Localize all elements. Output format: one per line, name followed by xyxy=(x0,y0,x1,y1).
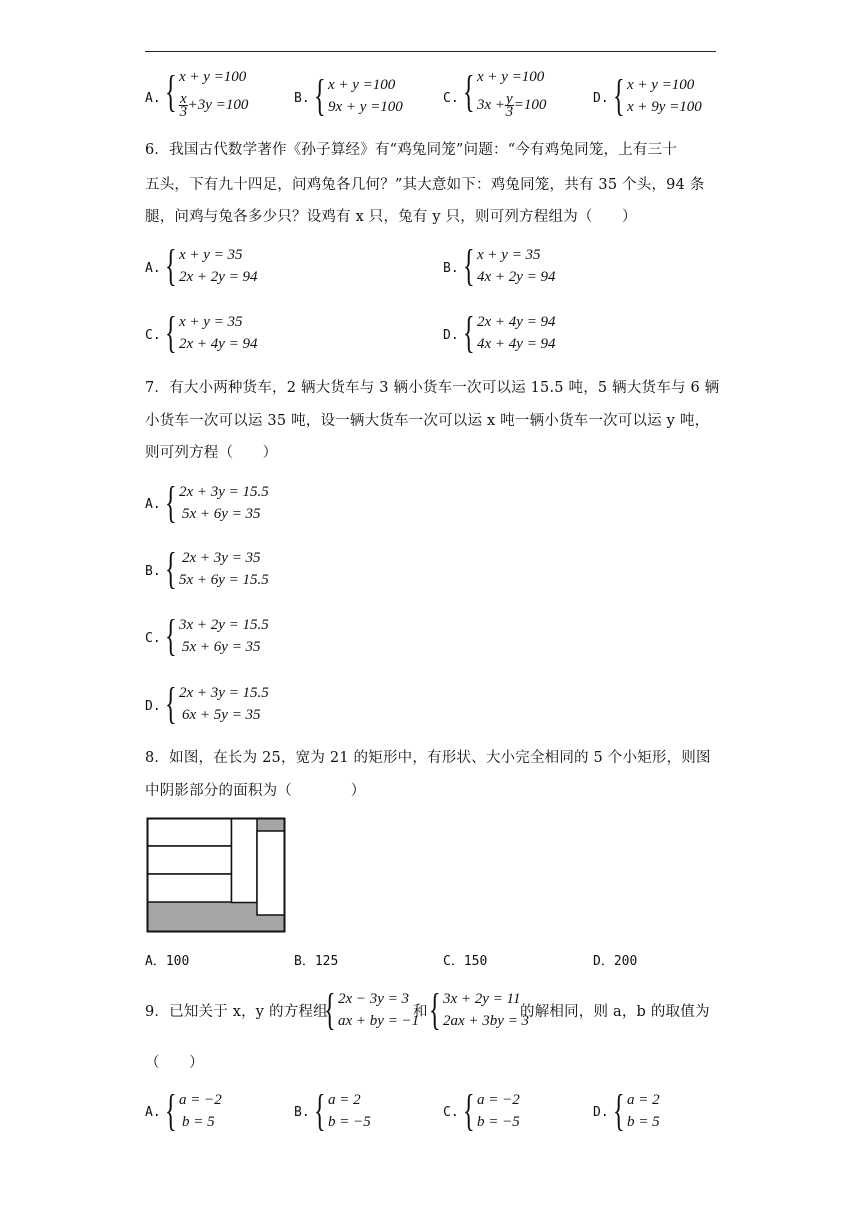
equation: x + y =100 xyxy=(627,77,695,93)
brace-icon: { xyxy=(165,241,177,290)
equation: b = 5 xyxy=(627,1114,660,1130)
equation: 3x + 2y = 11 xyxy=(443,991,521,1007)
q7-option-a-label[interactable]: A. xyxy=(145,497,161,512)
equation: x + y = 35 xyxy=(477,247,541,263)
q6-text-line-2: 五头，下有九十四足，问鸡兔各几何？”其大意如下：鸡兔同笼，共有 35 个头，94 条 xyxy=(145,177,705,193)
q5-option-a-system xyxy=(165,66,248,118)
equation: 5x + 6y = 35 xyxy=(182,506,261,522)
q6-option-d-label[interactable]: D. xyxy=(443,328,459,343)
equation: 3x + 2y = 15.5 xyxy=(179,617,269,633)
equation: 2x + 3y = 15.5 xyxy=(179,685,269,701)
q8-option-c[interactable]: C．150 xyxy=(443,954,488,969)
equation: 4x + 4y = 94 xyxy=(477,336,556,352)
equation: 6x + 5y = 35 xyxy=(182,707,261,723)
q7-option-c-system xyxy=(165,611,269,660)
brace-icon: { xyxy=(165,679,177,728)
q7-option-c-label[interactable]: C. xyxy=(145,631,161,646)
q7-option-b-label[interactable]: B. xyxy=(145,564,161,579)
brace-icon: { xyxy=(429,985,441,1034)
equation: 9x + y =100 xyxy=(328,99,403,115)
equation: 5x + 6y = 35 xyxy=(182,639,261,655)
q9-option-a-system xyxy=(165,1086,222,1135)
equation: 2ax + 3by = 3 xyxy=(443,1013,530,1029)
q7-text-line-1: 7．有大小两种货车，2 辆大货车与 3 辆小货车一次可以运 15.5 吨，5 辆大货车与 6 辆 xyxy=(145,380,720,396)
equation: 2x + 4y = 94 xyxy=(179,336,258,352)
fraction xyxy=(505,93,514,118)
q5-option-d-system xyxy=(613,71,702,120)
equation-part: 3x + xyxy=(477,96,506,113)
q8-text-line-2: 中阴影部分的面积为（ ） xyxy=(145,783,366,799)
small-rectangle xyxy=(257,831,285,915)
q9-option-c-label[interactable]: C. xyxy=(443,1105,459,1120)
q7-text-line-2: 小货车一次可以运 35 吨，设一辆大货车一次可以运 x 吨一辆小货车一次可以运 y 吨， xyxy=(145,413,710,429)
equation: x + 9y =100 xyxy=(627,99,702,115)
q8-text-line-1: 8．如图，在长为 25，宽为 21 的矩形中，有形状、大小完全相同的 5 个小矩形，则图 xyxy=(145,750,711,766)
shaded-region-top xyxy=(257,819,285,831)
q7-option-d-label[interactable]: D. xyxy=(145,699,161,714)
equation: 5x + 6y = 15.5 xyxy=(179,572,269,588)
fraction xyxy=(179,93,188,118)
equation: x + y = 35 xyxy=(179,314,243,330)
equation xyxy=(477,93,546,118)
q5-option-c-system xyxy=(463,66,546,118)
equation: x + y =100 xyxy=(477,69,545,85)
q6-option-c-label[interactable]: C. xyxy=(145,328,161,343)
q7-option-d-system xyxy=(165,679,269,728)
q8-option-a[interactable]: A．100 xyxy=(145,954,190,969)
equation: 2x + 3y = 35 xyxy=(182,550,261,566)
q9-option-b-system xyxy=(314,1086,371,1135)
q9-text-suffix: 的解相同，则 a，b 的取值为 xyxy=(520,1004,710,1020)
equation: 2x − 3y = 3 xyxy=(338,991,410,1007)
equation: a = 2 xyxy=(627,1092,660,1108)
brace-icon: { xyxy=(165,611,177,660)
q6-option-b-system xyxy=(463,241,556,290)
q5-option-d-label[interactable]: D. xyxy=(593,91,609,106)
q6-option-b-label[interactable]: B. xyxy=(443,261,459,276)
equation xyxy=(179,93,248,118)
small-rectangle xyxy=(148,846,232,874)
equation: ax + by = −1 xyxy=(338,1013,420,1029)
q9-text-middle: 和 xyxy=(413,1004,428,1020)
q9-text-line-2: （ ） xyxy=(145,1055,204,1071)
denominator: 3 xyxy=(179,104,188,120)
rectangle-figure xyxy=(146,817,286,933)
q6-option-a-label[interactable]: A. xyxy=(145,261,161,276)
brace-icon: { xyxy=(613,1086,625,1135)
q5-option-b-label[interactable]: B. xyxy=(294,91,310,106)
q6-option-d-system xyxy=(463,308,556,357)
brace-icon: { xyxy=(165,1086,177,1135)
numerator: x xyxy=(180,91,187,107)
equation: x + y = 35 xyxy=(179,247,243,263)
equation: b = −5 xyxy=(477,1114,520,1130)
equation: x + y =100 xyxy=(328,77,396,93)
q5-option-a-label[interactable]: A. xyxy=(145,91,161,106)
brace-icon: { xyxy=(165,544,177,593)
q8-option-d[interactable]: D．200 xyxy=(593,954,638,969)
q5-option-b-system xyxy=(314,71,403,120)
small-rectangle xyxy=(148,874,232,902)
equation: 2x + 4y = 94 xyxy=(477,314,556,330)
equation-rest: =100 xyxy=(513,96,547,113)
small-rectangle xyxy=(148,819,232,847)
q9-option-d-label[interactable]: D. xyxy=(593,1105,609,1120)
q7-text-line-3: 则可列方程（ ） xyxy=(145,445,278,461)
brace-icon: { xyxy=(613,71,625,120)
brace-icon: { xyxy=(463,308,475,357)
equation: a = −2 xyxy=(477,1092,520,1108)
q9-text-prefix: 9．已知关于 x，y 的方程组 xyxy=(145,1004,328,1020)
q7-option-b-system xyxy=(165,544,269,593)
brace-icon: { xyxy=(165,67,177,116)
q6-option-a-system xyxy=(165,241,258,290)
brace-icon: { xyxy=(165,308,177,357)
q6-option-c-system xyxy=(165,308,258,357)
equation: x + y =100 xyxy=(179,69,247,85)
q8-option-b[interactable]: B．125 xyxy=(294,954,339,969)
brace-icon: { xyxy=(314,71,326,120)
q9-system-2 xyxy=(429,985,530,1034)
q9-option-d-system xyxy=(613,1086,660,1135)
q6-text-line-1: 6．我国古代数学著作《孙子算经》有“鸡兔同笼”问题：“今有鸡兔同笼，上有三十 xyxy=(145,142,678,158)
brace-icon: { xyxy=(463,67,475,116)
q6-text-line-3: 腿，问鸡与兔各多少只？设鸡有 x 只，兔有 y 只，则可列方程组为（ ） xyxy=(145,209,637,225)
q9-system-1 xyxy=(324,985,420,1034)
brace-icon: { xyxy=(314,1086,326,1135)
q7-option-a-system xyxy=(165,478,269,527)
equation: a = −2 xyxy=(179,1092,222,1108)
brace-icon: { xyxy=(324,985,336,1034)
brace-icon: { xyxy=(165,478,177,527)
denominator: 3 xyxy=(505,104,514,120)
equation: 2x + 3y = 15.5 xyxy=(179,484,269,500)
equation: b = −5 xyxy=(328,1114,371,1130)
q5-option-c-label[interactable]: C. xyxy=(443,91,459,106)
small-rectangle xyxy=(232,819,258,903)
equation: b = 5 xyxy=(182,1114,215,1130)
brace-icon: { xyxy=(463,1086,475,1135)
numerator: y xyxy=(506,91,513,107)
q9-option-c-system xyxy=(463,1086,520,1135)
brace-icon: { xyxy=(463,241,475,290)
equation: a = 2 xyxy=(328,1092,361,1108)
equation-rest: +3y =100 xyxy=(187,96,249,113)
q9-option-b-label[interactable]: B. xyxy=(294,1105,310,1120)
top-divider xyxy=(145,51,716,52)
q9-option-a-label[interactable]: A. xyxy=(145,1105,161,1120)
equation: 2x + 2y = 94 xyxy=(179,269,258,285)
equation: 4x + 2y = 94 xyxy=(477,269,556,285)
